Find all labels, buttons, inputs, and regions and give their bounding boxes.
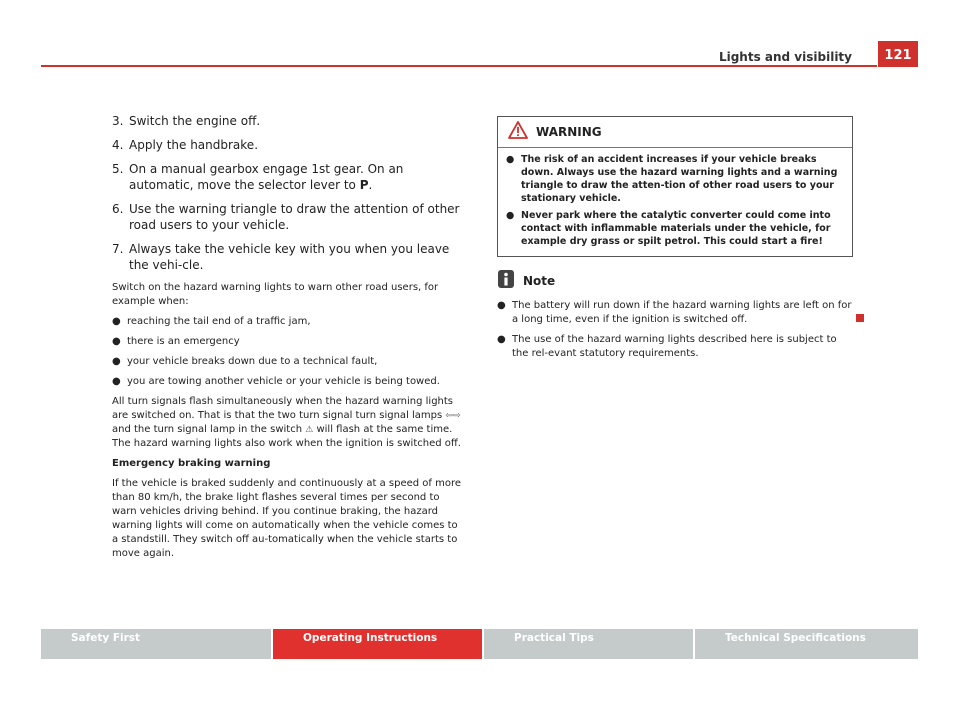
step-number: 5. [112,162,124,176]
list-item [112,375,464,389]
list-item [112,335,464,349]
step-text: Use the warning triangle to draw the attention of other road users to your vehicle. [129,202,460,232]
tab-practical-tips[interactable]: Practical Tips [484,629,693,659]
braking-heading: Emergency braking warning [112,458,271,469]
step-number: 6. [112,202,124,216]
note-title: Note [523,274,556,288]
section-end-marker [856,314,864,322]
turn-signals-text: will flash at the same time. The hazard warning lights also work when the ignition is switched off. [112,424,461,449]
warning-item-text: Never park where the catalytic converter could come into contact with inflammable materials under the vehicle, for example dry grass or spilt petrol. This could start a fire! [521,210,831,247]
intro-paragraph: Switch on the hazard warning lights to warn other road users, for example when: [112,282,439,307]
step-text: Apply the handbrake. [129,138,259,152]
warning-item [506,209,844,248]
bullet-icon: ● [497,334,506,345]
warning-box [497,116,853,257]
list-item-text: your vehicle breaks down due to a technical fault, [127,356,378,367]
page-number: 121 [878,41,918,67]
header-rule [41,65,877,67]
note-item [497,333,853,361]
bullet-icon: ● [112,376,121,387]
warning-item [506,153,844,205]
hazard-triangle-icon: ⚠ [305,425,314,435]
right-column [497,116,853,367]
note-header [497,269,853,293]
list-item [112,315,464,329]
bullet-icon: ● [112,316,121,327]
warning-item-text: The risk of an accident increases if your vehicle breaks down. Always use the hazard warning lights and a warning triangle to draw the atten-tion of other road users to your stationary vehicle. [521,154,838,204]
bullet-icon: ● [506,154,515,165]
step-item [112,113,464,129]
steps-list [112,113,464,273]
step-number: 7. [112,242,124,256]
step-text-main: On a manual gearbox engage 1st gear. On an automatic, move the selector lever to [129,162,404,192]
note-item [497,299,853,327]
step-text: Switch the engine off. [129,114,261,128]
list-item-text: reaching the tail end of a traffic jam, [127,316,311,327]
step-text-end: . [368,178,373,192]
info-icon [497,269,515,293]
warning-body [498,148,852,256]
situations-list [112,315,464,389]
bullet-icon: ● [506,210,515,221]
turn-signals-text: and the turn signal lamp in the switch [112,424,306,435]
warning-triangle-icon [508,121,528,143]
step-item [112,241,464,273]
section-title: Lights and visibility [718,50,852,64]
bullet-icon: ● [112,336,121,347]
bullet-icon: ● [112,356,121,367]
warning-title: WARNING [536,125,602,139]
step-number: 3. [112,114,124,128]
bullet-icon: ● [497,300,506,311]
step-item [112,161,464,193]
step-text: Always take the vehicle key with you when you leave the vehi-cle. [129,242,450,272]
step-number: 4. [112,138,124,152]
step-item [112,137,464,153]
turn-signals-paragraph [112,395,464,451]
list-item [112,355,464,369]
footer-nav [41,629,918,659]
note-item-text: The use of the hazard warning lights described here is subject to the rel-evant statutory requirements. [512,334,837,359]
list-item-text: you are towing another vehicle or your vehicle is being towed. [127,376,440,387]
step-item [112,201,464,233]
step-text [129,161,464,193]
tab-operating-instructions[interactable]: Operating Instructions [273,629,482,659]
braking-paragraph: If the vehicle is braked suddenly and continuously at a speed of more than 80 km/h, the brake light flashes several times per second to warn vehicles driving behind. If you continue braking, the hazard warning lights will come on automatically when the vehicle comes to a standstill. They switch off au-tomatically when the vehicle starts to move again. [112,478,462,559]
left-column [112,113,464,567]
note-item-text: The battery will run down if the hazard warning lights are left on for a long time, even if the ignition is switched off. [512,300,852,325]
tab-technical-specifications[interactable]: Technical Specifications [695,629,918,659]
selector-position-p: P [359,178,369,192]
turn-signals-text: All turn signals flash simultaneously when the hazard warning lights are switched on. That is that the two turn signal turn signal lamps [112,396,454,421]
turn-signal-arrows-icon: ⇦⇨ [445,411,461,421]
tab-safety-first[interactable]: Safety First [41,629,271,659]
warning-header [498,117,852,148]
list-item-text: there is an emergency [127,336,240,347]
